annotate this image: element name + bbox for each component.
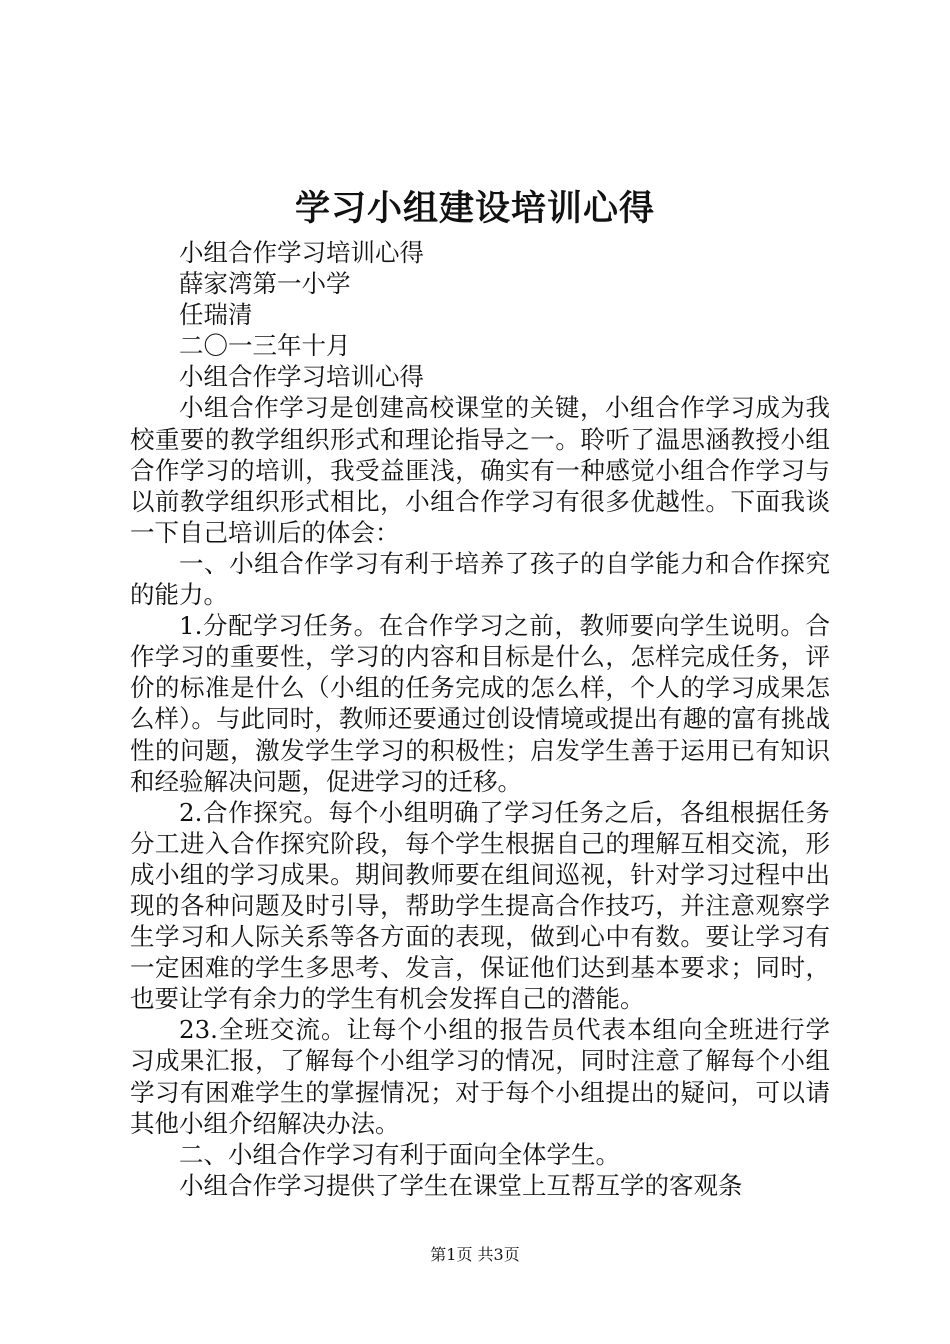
paragraph-date: 二〇一三年十月: [179, 331, 351, 361]
paragraph-continuation: 小组合作学习提供了学生在课堂上互帮互学的客观条: [179, 1170, 743, 1200]
document-body: [130, 237, 830, 1201]
paragraph-section-one: 一、小组合作学习有利于培养了孩子的自学能力和合作探究的能力。: [130, 548, 830, 610]
paragraph-school: 薛家湾第一小学: [179, 269, 351, 299]
paragraph-subtitle: 小组合作学习培训心得: [179, 238, 424, 267]
paragraph-intro: 小组合作学习是创建高校课堂的关键，小组合作学习成为我校重要的教学组织形式和理论指导之一。聆听了温思涵教授小组合作学习的培训，我受益匪浅，确实有一种感觉小组合作学习与以前教学组织形式相比，小组合作学习有很多优越性。下面我谈一下自己培训后的体会：: [130, 393, 830, 547]
paragraph-point-1: 1.分配学习任务。在合作学习之前，教师要向学生说明。合作学习的重要性，学习的内容和目标是什么，怎样完成任务，评价的标准是什么（小组的任务完成的怎么样，个人的学习成果怎么样）。与此同时，教师还要通过创设情境或提出有趣的富有挑战性的问题，激发学生学习的积极性；启发学生善于运用已有知识和经验解决问题，促进学习的迁移。: [130, 611, 830, 796]
paragraph-point-3: 23.全班交流。让每个小组的报告员代表本组向全班进行学习成果汇报，了解每个小组学习的情况，同时注意了解每个小组学习有困难学生的掌握情况；对于每个小组提出的疑问，可以请其他小组介绍解决办法。: [130, 1015, 830, 1138]
page-footer: 第1页 共3页: [430, 1245, 520, 1264]
paragraph-heading: 小组合作学习培训心得: [179, 362, 424, 392]
paragraph-section-two: 二、小组合作学习有利于面向全体学生。: [179, 1139, 620, 1169]
document-title: 学习小组建设培训心得: [294, 188, 655, 229]
paragraph-point-2: 2.合作探究。每个小组明确了学习任务之后，各组根据任务分工进入合作探究阶段，每个学生根据自己的理解互相交流，形成小组的学习成果。期间教师要在组间巡视，针对学习过程中出现的各种问题及时引导，帮助学生提高合作技巧，并注意观察学生学习和人际关系等各方面的表现，做到心中有数。要让学习有一定困难的学生多思考、发言，保证他们达到基本要求；同时，也要让学有余力的学生有机会发挥自己的潜能。: [130, 797, 830, 1014]
paragraph-author: 任瑞清: [179, 300, 253, 330]
